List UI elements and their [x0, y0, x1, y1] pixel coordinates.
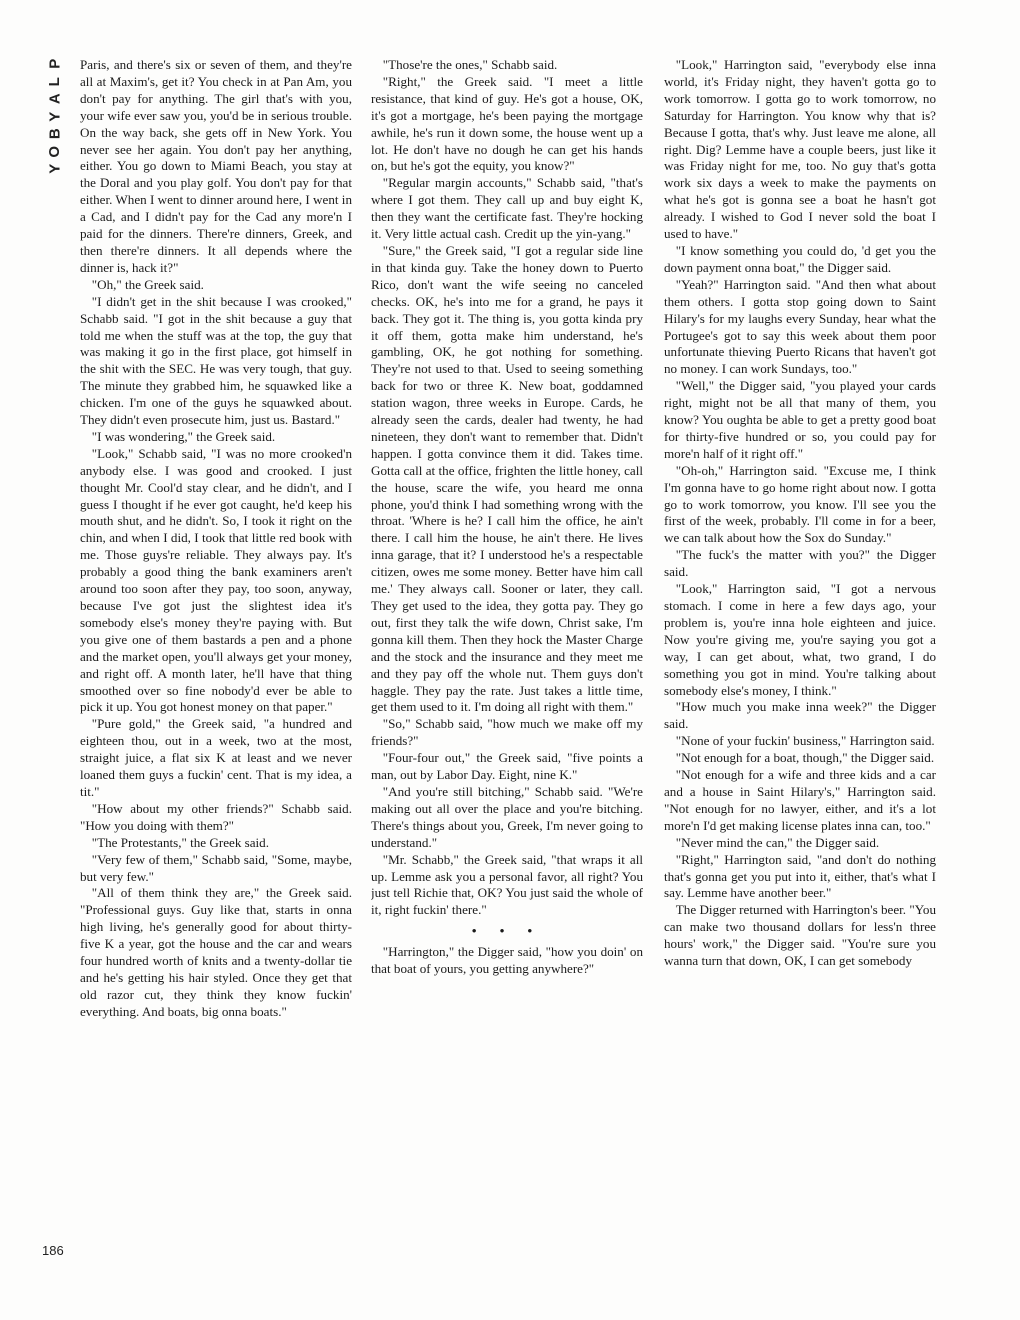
- paragraph: "Not enough for a wife and three kids and a car and a house in Saint Hilary's," Harrington said. "Not enough for no lawyer, either, and it's a lot more'n I'd get making license plates inna can, too.": [664, 767, 936, 833]
- magazine-side-label: [44, 55, 66, 178]
- paragraph: "Right," the Greek said. "I meet a little resistance, that kind of guy. He's got a house, OK, it's got a mortgage, he's been paying the mortgage awhile, he's run it down some, the house went up a lot. He don't have no dough he can get his hands on, but he's got the equity, you know?": [371, 73, 643, 174]
- paragraph: "Sure," the Greek said, "I got a regular side line in that kinda guy. Take the honey down to Puerto Rico, don't want the wife seeing no canceled checks. OK, he's into me for a grand, he pays it back. They got it. The thing is, you gotta kinda pry it off them, gotta make him understand, he's gambling, OK, he got nothing for something. They're not used to that. Used to seeing something back for two or three K. New boat, goddamned station wagon, three weeks in Europe. Cards, he already seen the cards, dealer had twenty, he had nineteen, they don't want to remember that. Didn't happen. I gotta convince them it did. Takes time. Gotta call at the office, frighten the little honey, call the house, scare the wife, you heard me onna phone, you'd think I had something wrong with the throat. 'Where is he? I call him the office, he ain't there. I call him the house, he ain't there. He lives inna garage, that it? I understood he's a respectable citizen, owes me some money. Better have him call me.' They always call. Sooner or later, they call. They get used to the idea, they gotta pay. They go out, first they talk the wife down, Christ sake, I'm gonna kill them. Then they hock the Master Charge and the stock and the insurance and they meet me and they pay off the whole nut. Them guys don't haggle. They pay the rate. Just takes a little time, get them used to it. I'm doing all right with them.": [371, 242, 643, 715]
- side-label-letter: Y: [46, 163, 64, 174]
- paragraph: "Yeah?" Harrington said. "And then what about them others. I gotta stop going down to Saint Hilary's for my laughs every Sunday, hear what the Portugee's got to say this week about them poor unfortunate thieving Puerto Ricans that haven't got no money. I can work Sundays, too.": [664, 276, 936, 377]
- paragraph: "I know something you could do, 'd get you the down payment onna boat," the Digger said.: [664, 242, 936, 275]
- paragraph: "Very few of them," Schabb said, "Some, maybe, but very few.": [80, 851, 352, 884]
- paragraph: "So," Schabb said, "how much we make off my friends?": [371, 716, 643, 749]
- paragraph: "Oh-oh," Harrington said. "Excuse me, I think I'm gonna have to go home right about now. I gotta go to work tomorrow, you know. I'll see you the first of the week, probably. I'll come in for a beer, we can talk about how the Sox do Sunday.": [664, 462, 936, 546]
- text-column-2: [371, 57, 643, 1272]
- paragraph: "How about my other friends?" Schabb said. "How you doing with them?": [80, 800, 352, 833]
- paragraph: "How much you make inna week?" the Digger said.: [664, 699, 936, 732]
- side-label-letter: P: [46, 58, 64, 69]
- paragraph: "Pure gold," the Greek said, "a hundred and eighteen thou, out in a week, two at the most, straight juice, a flat six K at least and we never loaned them guys a fuckin' cent. That is my idea, a tit.": [80, 716, 352, 799]
- paragraph: "Right," Harrington said, "and don't do nothing that's gonna get you put into it, either, that's what I say. Lemme have another beer.": [664, 851, 936, 901]
- page-number: 186: [42, 1243, 64, 1258]
- paragraph: "Look," Harrington said, "everybody else inna world, it's Friday night, they haven't gotta go to work tomorrow. I gotta go to work tomorrow, no Saturday for Harrington. You know why that is? Because I gotta, that's why. Just leave me alone, all right. Dig? Lemme have a couple beers, just like it was Friday night for me, too. No guy that's gotta work six days a week to make the payments on what he's got is gonna see a boat he hasn't got already. I wished to God I never sold the boat I used to have.": [664, 57, 936, 242]
- text-column-3: [664, 57, 936, 1272]
- paragraph: "I didn't get in the shit because I was crooked," Schabb said. "I got in the shit because a guy that told me when the stuff was at the top, the guy that was making it go in the first place, got himself in the shit with the SEC. He was very tough, that guy. The minute they grabbed him, he squawked like a chicken. I'm one of the guys he squawked about. They didn't even prosecute him, just us. Bastard.": [80, 293, 352, 428]
- paragraph: "Never mind the can," the Digger said.: [675, 834, 880, 850]
- paragraph: "Look," Harrington said, "I got a nervous stomach. I come in here a few days ago, your problem is, you're inna hole eighteen and juice. Now you're giving me, you're saying you got a way, I can get about, what, two grand, I do something you got in mind. You're talking about somebody else's money, I think.": [664, 581, 936, 698]
- side-label-letter: O: [46, 145, 64, 158]
- paragraph: "All of them think they are," the Greek said. "Professional guys. Guy like that, starts in onna high living, he's generally good for about thirty-five K a year, got the house and the car and wears four hundred worth of knits and a twenty-dollar tie and he's getting his hair styled. Once they get that old razor cut, they think they know fuckin' everything. And boats, big onna boats.": [80, 885, 352, 1019]
- paragraph: The Digger returned with Harrington's beer. "You can make two thousand dollars for less'n three hours' work," the Digger said. "You're sure you wanna turn that down, OK, I can get somebody: [664, 902, 936, 969]
- side-label-letter: Y: [46, 111, 64, 122]
- paragraph: "And you're still bitching," Schabb said. "We're making out all over the place and you're bitching. There's things about you, Greek, I'm never going to understand.": [371, 783, 643, 850]
- section-break: • • •: [471, 923, 543, 939]
- paragraph: "Mr. Schabb," the Greek said, "that wraps it all up. Lemme ask you a personal favor, all right? You just tell Richie that, OK? You just said the whole of it, right fuckin' there.": [371, 851, 643, 918]
- paragraph: "None of your fuckin' business," Harrington said.: [675, 733, 935, 749]
- paragraph: "Those're the ones," Schabb said.: [382, 57, 558, 72]
- paragraph: "Regular margin accounts," Schabb said, "that's where I got them. They call up and buy eight K, then they want the certificate fast. They're hocking it. Very little actual cash. Credit up the yin-yang.": [371, 175, 643, 242]
- paragraph: "I was wondering," the Greek said.: [91, 428, 276, 444]
- side-label-letter: L: [46, 76, 64, 86]
- side-label-letter: A: [46, 93, 64, 105]
- side-label-letter: B: [46, 128, 64, 140]
- paragraph: "Look," Schabb said, "I was no more crooked'n anybody else. I was good and crooked. I just thought Mr. Cool'd stay clear, and he didn't, and I guess I thought if he ever got caught, he'd keep his mouth shut, and he didn't. So, I took it right on the chin, and when I did, I took that little red book with me. Those guys're reliable. They always pay. It's probably a good thing the bank examiners aren't around too soon after they pay, too soon, anyway, because I've got just the slightest idea it's somebody else's money they're paying with. But you give one of them bastards a pen and a phone and the market open, you'll always get your money, and right off. A month later, he'll have that thing smoothed over so fine nobody'd ever be able to pick it up. You got honest money on that paper.": [80, 445, 352, 715]
- paragraph: "Oh," the Greek said.: [91, 276, 204, 292]
- paragraph: "Four-four out," the Greek said, "five points a man, out by Labor Day. Eight, nine K.": [371, 750, 643, 783]
- text-column-1: [80, 57, 352, 1272]
- paragraph: "The Protestants," the Greek said.: [91, 834, 270, 850]
- paragraph: "Well," the Digger said, "you played your cards right, might not be all that many of them, you know? You oughta be able to get a pretty good boat for thirty-five hundred or so, you could pay for more'n half of it right off.": [664, 378, 936, 461]
- paragraph: Paris, and there's six or seven of them, and they're all at Maxim's, get it? You check in at Pan Am, you don't pay for anything. The girl that's with you, your wife ever saw you, you'd be in serious trouble. On the way back, she gets off in New York. You never see her again. You don't pay her anything, either. You go down to Miami Beach, you stay at the Doral and you play golf. You don't pay for that either. When I went to dinner around here, I went in a Cad, and I didn't pay for the Cad any more'n I paid for the dinners. There're dinners, Greek, and then there're dinners. It all depends where the dinner is, hack it?": [80, 57, 352, 275]
- paragraph: "Not enough for a boat, though," the Digger said.: [675, 750, 935, 766]
- paragraph: "The fuck's the matter with you?" the Digger said.: [664, 547, 936, 580]
- paragraph: "Harrington," the Digger said, "how you doin' on that boat of yours, you getting anywhere?": [371, 944, 643, 977]
